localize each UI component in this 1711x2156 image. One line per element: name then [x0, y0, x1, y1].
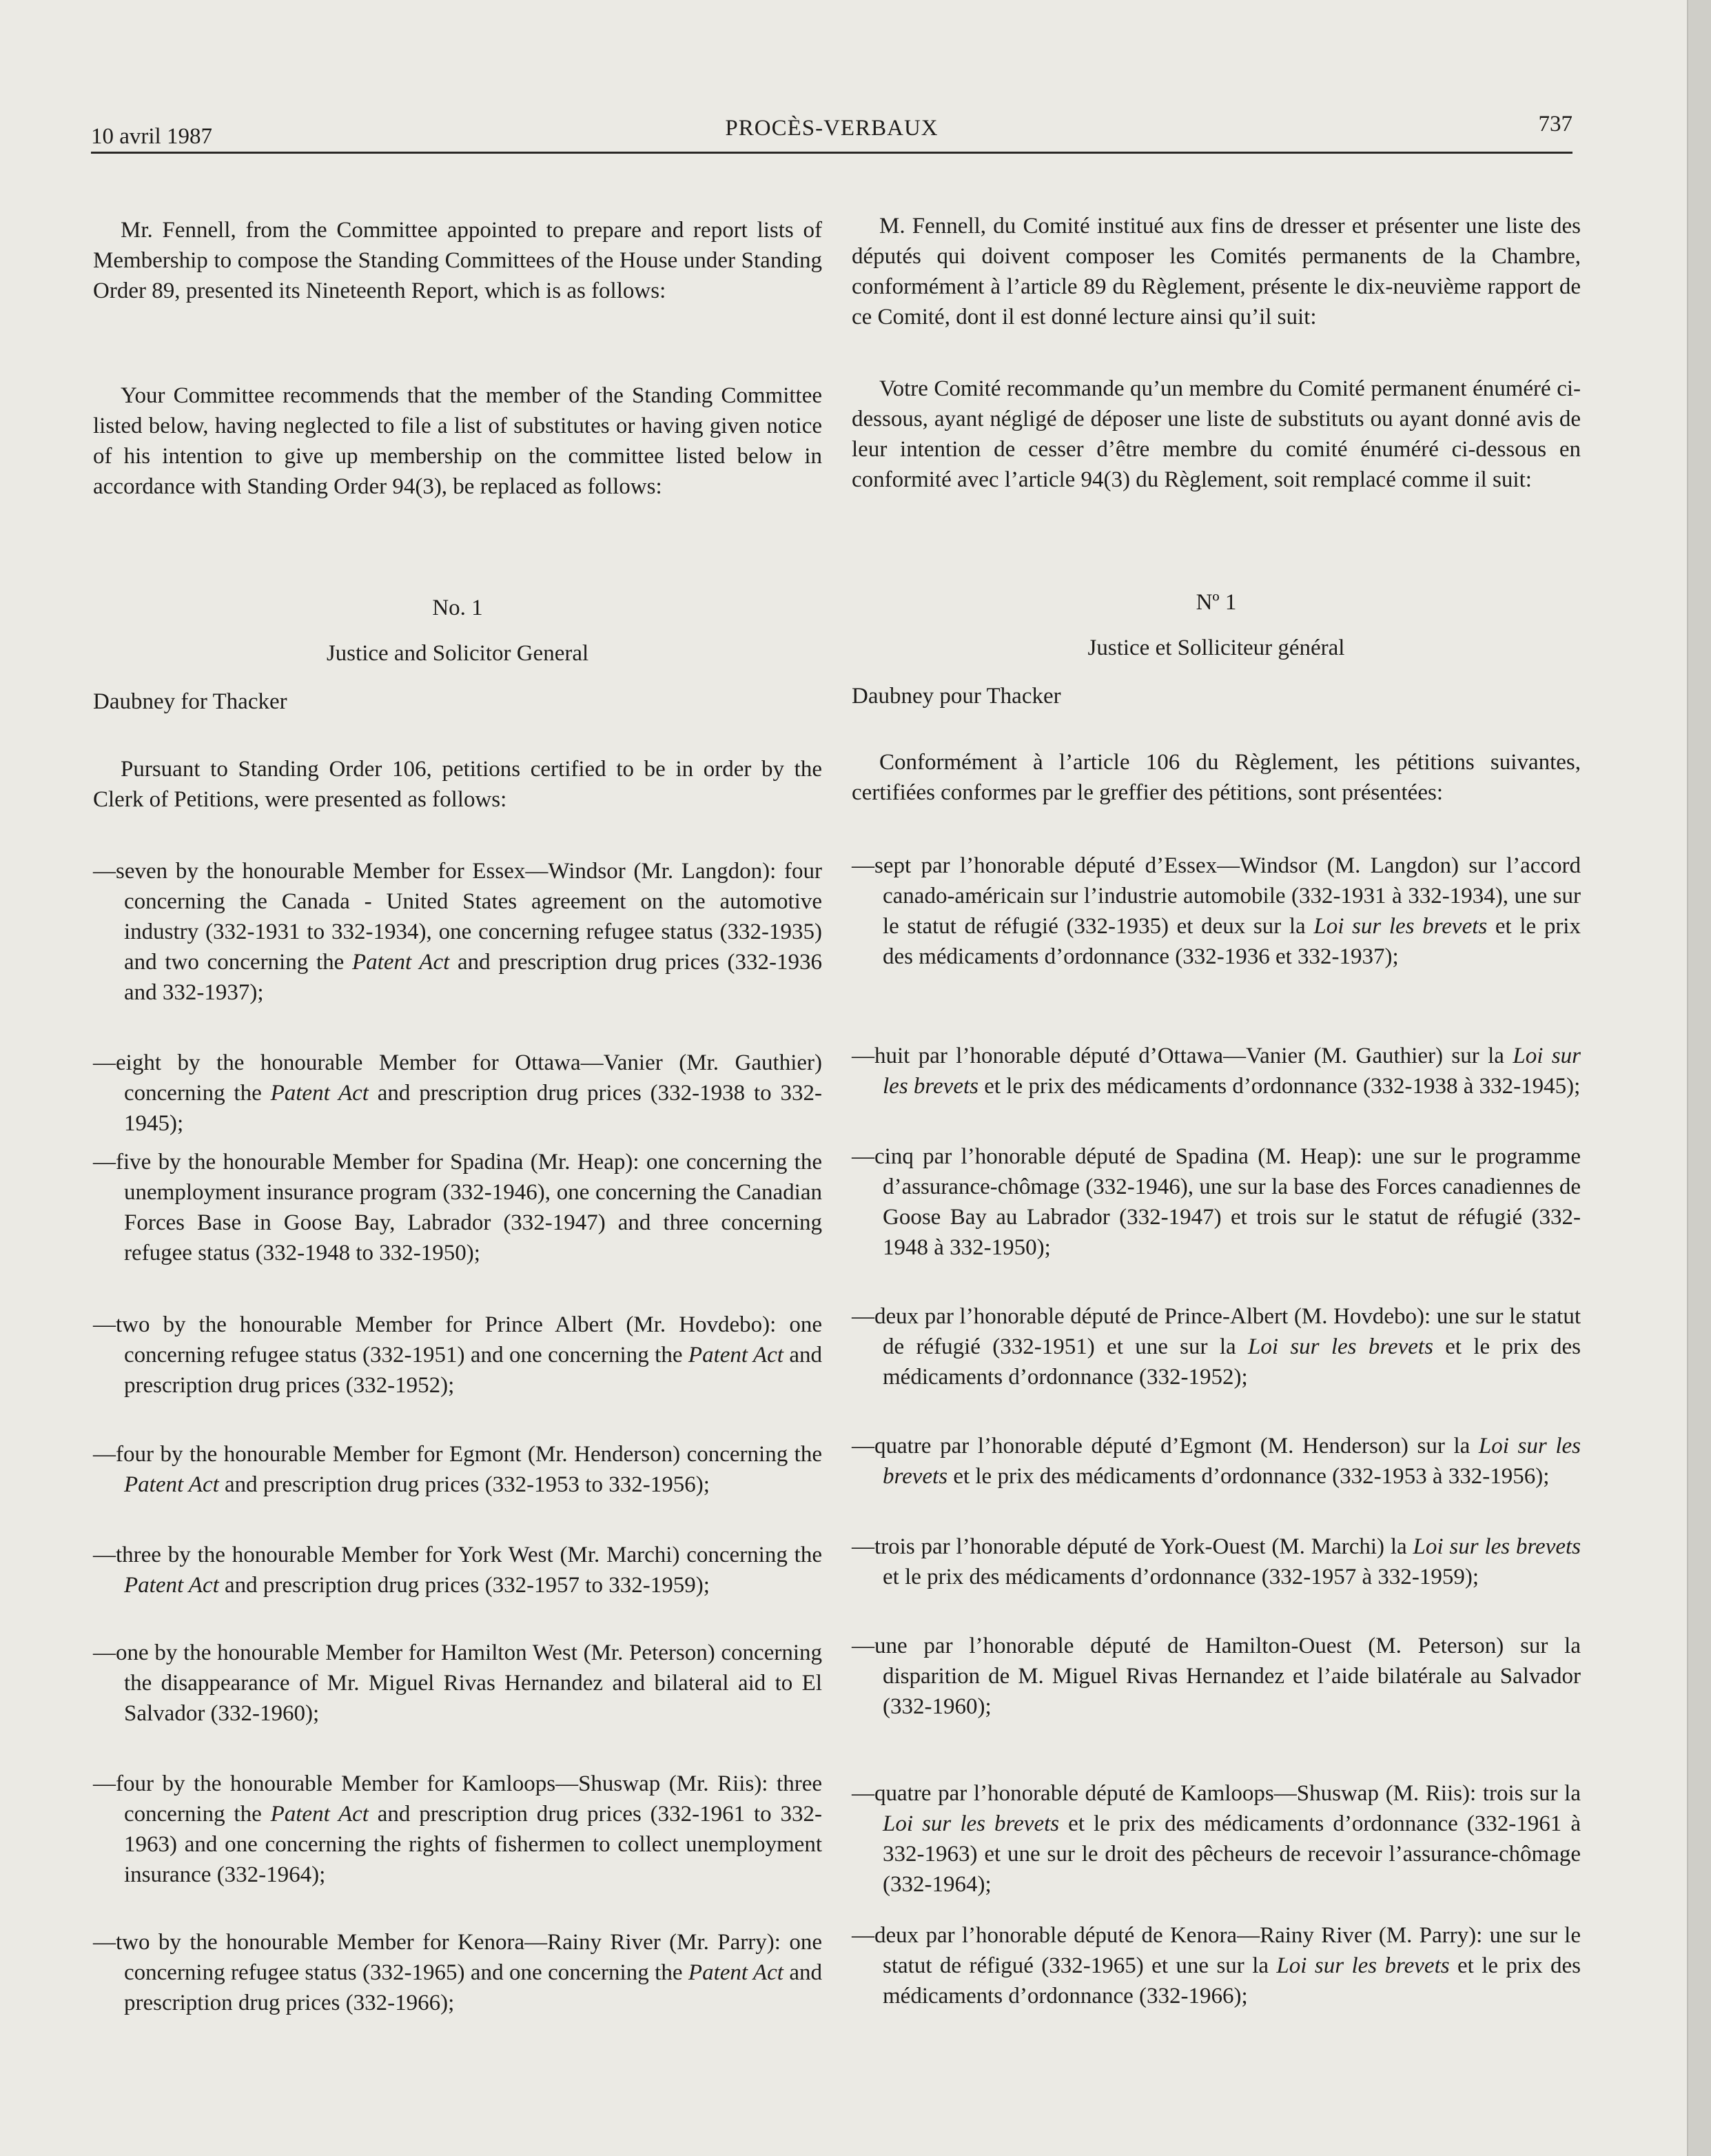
recommendation-paragraph: Votre Comité recommande qu’un membre du Comité permanent énuméré ci-dessous, ayant négligé de déposer une liste de substituts ou ayant donné avis de leur intention de cesser d’être membre du comité énuméré ci-dessous en conformité avec l’article 94(3) du Règlement, soit remplacé comme il suit: [852, 376, 1581, 492]
committee-name: Justice et Solliciteur général [1087, 635, 1345, 660]
committee-number: Nº 1 [1196, 590, 1237, 615]
petition-item: —four by the honourable Member for Kamloops—Shuswap (Mr. Riis): three concerning the Patent Act and prescription drug prices (332-1961 to 332-1963) and one concerning the rights of fishermen to collect unemployment insurance (332-1964); [93, 1771, 822, 1887]
page-header [91, 112, 1572, 153]
petition-item: —quatre par l’honorable député d’Egmont (M. Henderson) sur la Loi sur les brevets et le prix des médicaments d’ordonnance (332-1953 à 332-1956); [852, 1434, 1581, 1489]
intro-paragraph: M. Fennell, du Comité institué aux fins de dresser et présenter une liste des députés qui doivent composer les Comités permanents de la Chambre, conformément à l’article 89 du Règlement, présente le dix-neuvième rapport de ce Comité, dont il est donné lecture ainsi qu’il suit: [852, 214, 1581, 329]
petition-item: —huit par l’honorable député d’Ottawa—Vanier (M. Gauthier) sur la Loi sur les brevets et le prix des médicaments d’ordonnance (332-1938 à 332-1945); [852, 1044, 1581, 1099]
petition-item: —five by the honourable Member for Spadina (Mr. Heap): one concerning the unemployment insurance program (332-1946), one concerning the Canadian Forces Base in Goose Bay, Labrador (332-1947) and three concerning refugee status (332-1948 to 332-1950); [93, 1150, 822, 1265]
petition-item: —one by the honourable Member for Hamilton West (Mr. Peterson) concerning the disappearance of Mr. Miguel Rivas Hernandez and bilateral aid to El Salvador (332-1960); [93, 1640, 822, 1726]
intro-paragraph: Mr. Fennell, from the Committee appointed to prepare and report lists of Membership to compose the Standing Committees of the House under Standing Order 89, presented its Nineteenth Report, which is as follows: [93, 218, 822, 303]
petition-item: —sept par l’honorable député d’Essex—Windsor (M. Langdon) sur l’accord canado-américain sur l’industrie automobile (332-1931 à 332-1934), une sur le statut de réfugié (332-1935) et deux sur la Loi sur les brevets et le prix des médicaments d’ordonnance (332-1936 et 332-1937); [852, 853, 1581, 969]
petitions-intro: Pursuant to Standing Order 106, petitions certified to be in order by the Clerk of Petitions, were presented as follows: [93, 757, 822, 812]
petition-item: —cinq par l’honorable député de Spadina (M. Heap): une sur le programme d’assurance-chômage (332-1946), une sur la base des Forces canadiennes de Goose Bay au Labrador (332-1947) et trois sur le statut de réfugié (332-1948 à 332-1950); [852, 1144, 1581, 1260]
petition-item: —two by the honourable Member for Kenora—Rainy River (Mr. Parry): one concerning refugee status (332-1965) and one concerning the Patent Act and prescription drug prices (332-1966); [93, 1930, 822, 2015]
page-edge [1687, 0, 1711, 2156]
petition-item: —quatre par l’honorable député de Kamloops—Shuswap (M. Riis): trois sur la Loi sur les brevets et le prix des médicaments d’ordonnance (332-1961 à 332-1963) et une sur le droit des pêcheurs de recevoir l’assurance-chômage (332-1964); [852, 1781, 1581, 1897]
header-rule [91, 152, 1572, 154]
petition-item: —deux par l’honorable député de Prince-Albert (M. Hovdebo): une sur le statut de réfugié (332-1951) et une sur la Loi sur les brevets et le prix des médicaments d’ordonnance (332-1952); [852, 1304, 1581, 1390]
petition-item: —seven by the honourable Member for Essex—Windsor (Mr. Langdon): four concerning the Canada - United States agreement on the automotive industry (332-1931 to 332-1934), one concerning refugee status (332-1935) and two concerning the Patent Act and prescription drug prices (332-1936 and 332-1937); [93, 859, 822, 1005]
petitions-intro: Conformément à l’article 106 du Règlement, les pétitions suivantes, certifiées conformes par le greffier des pétitions, sont présentées: [852, 750, 1581, 805]
replacement-line: Daubney pour Thacker [852, 684, 1061, 709]
petition-item: —three by the honourable Member for York West (Mr. Marchi) concerning the Patent Act and prescription drug prices (332-1957 to 332-1959); [93, 1543, 822, 1598]
page-number: 737 [1538, 112, 1572, 136]
committee-name: Justice and Solicitor General [326, 641, 589, 666]
committee-number: No. 1 [432, 596, 483, 620]
replacement-line: Daubney for Thacker [93, 689, 287, 714]
petition-item: —eight by the honourable Member for Ottawa—Vanier (Mr. Gauthier) concerning the Patent Act and prescription drug prices (332-1938 to 332-1945); [93, 1050, 822, 1136]
recommendation-paragraph: Your Committee recommends that the member of the Standing Committee listed below, having neglected to file a list of substitutes or having given notice of his intention to give up membership on the committee listed below in accordance with Standing Order 94(3), be replaced as follows: [93, 383, 822, 499]
header-title: PROCÈS-VERBAUX [725, 116, 939, 141]
petition-item: —trois par l’honorable député de York-Ouest (M. Marchi) la Loi sur les brevets et le prix des médicaments d’ordonnance (332-1957 à 332-1959); [852, 1534, 1581, 1589]
petition-item: —four by the honourable Member for Egmont (Mr. Henderson) concerning the Patent Act and prescription drug prices (332-1953 to 332-1956); [93, 1442, 822, 1497]
header-date: 10 avril 1987 [91, 124, 212, 149]
petition-item: —une par l’honorable député de Hamilton-Ouest (M. Peterson) sur la disparition de M. Miguel Rivas Hernandez et l’aide bilatérale au Salvador (332-1960); [852, 1634, 1581, 1719]
petition-item: —deux par l’honorable député de Kenora—Rainy River (M. Parry): une sur le statut de réfigué (332-1965) et une sur la Loi sur les brevets et le prix des médicaments d’ordonnance (332-1966); [852, 1923, 1581, 2008]
petition-item: —two by the honourable Member for Prince Albert (Mr. Hovdebo): one concerning refugee status (332-1951) and one concerning the Patent Act and prescription drug prices (332-1952); [93, 1312, 822, 1398]
